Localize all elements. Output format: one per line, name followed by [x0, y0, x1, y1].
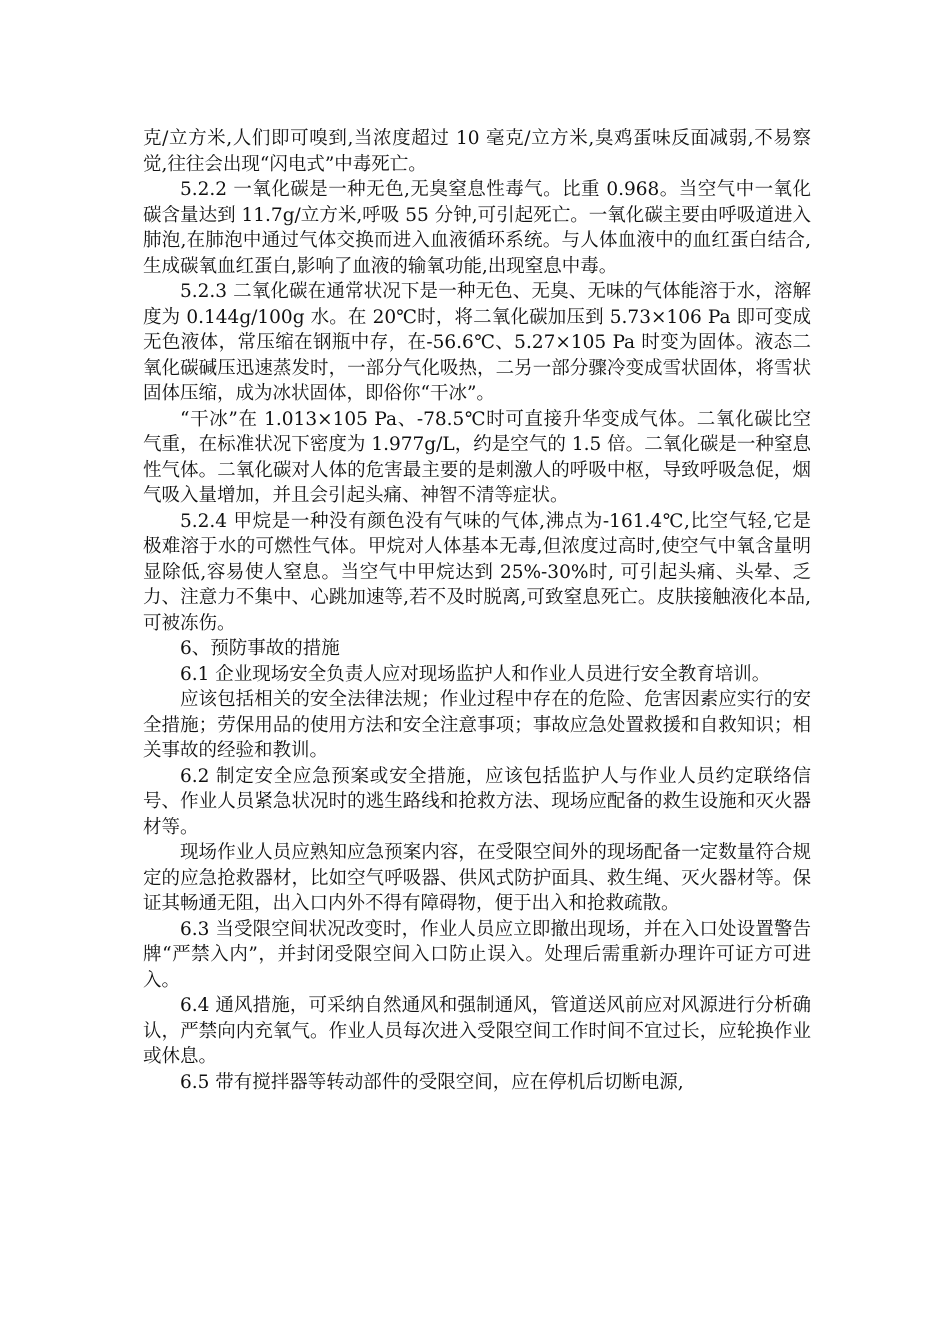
paragraph: 5.2.4 甲烷是一种没有颜色没有气味的气体,沸点为-161.4℃,比空气轻,它是极难溶于水的可燃性气体。甲烷对人体基本无毒,但浓度过高时,使空气中氧含量明显除低,容易使人窒息。当空气中甲烷达到 25%-30%时, 可引起头痛、头晕、乏力、注意力不集中、心跳加速等,若不及时脱离,可致窒息死亡。皮肤接触液化本品,可被冻伤。 [143, 510, 811, 634]
paragraph: 6.2 制定安全应急预案或安全措施，应该包括监护人与作业人员约定联络信号、作业人员紧急状况时的逃生路线和抢救方法、现场应配备的救生设施和灭火器材等。 [143, 765, 811, 838]
paragraph: 5.2.2 一氧化碳是一种无色,无臭窒息性毒气。比重 0.968。当空气中一氧化碳含量达到 11.7g/立方米,呼吸 55 分钟,可引起死亡。一氧化碳主要由呼吸道进入肺泡,在肺泡中通过气体交换而进入血液循环系统。与人体血液中的血红蛋白结合,生成碳氧血红蛋白,影响了血液的输氧功能,出现窒息中毒。 [143, 179, 811, 277]
paragraph: 克/立方米,人们即可嗅到,当浓度超过 10 毫克/立方米,臭鸡蛋味反面减弱,不易察觉,往往会出现“闪电式”中毒死亡。 [143, 128, 811, 175]
paragraph: 6.3 当受限空间状况改变时，作业人员应立即撤出现场，并在入口处设置警告牌“严禁入内”，并封闭受限空间入口防止误入。处理后需重新办理许可证方可进入。 [143, 918, 811, 991]
paragraph: 现场作业人员应熟知应急预案内容，在受限空间外的现场配备一定数量符合规定的应急抢救器材，比如空气呼吸器、供风式防护面具、救生绳、灭火器材等。保证其畅通无阻，出入口内外不得有障碍物，便于出入和抢救疏散。 [143, 842, 811, 914]
paragraph: “干冰”在 1.013×105 Pa、-78.5℃时可直接升华变成气体。二氧化碳比空气重，在标准状况下密度为 1.977g/L，约是空气的 1.5 倍。二氧化碳是一种窒息性气体。二氧化碳对人体的危害最主要的是刺激人的呼吸中枢，导致呼吸急促，烟气吸入量增加，并且会引起头痛、神智不清等症状。 [143, 408, 811, 506]
paragraph: 应该包括相关的安全法律法规；作业过程中存在的危险、危害因素应实行的安全措施；劳保用品的使用方法和安全注意事项；事故应急处置救援和自救知识；相关事故的经验和教训。 [143, 689, 811, 761]
paragraph: 6.1 企业现场安全负责人应对现场监护人和作业人员进行安全教育培训。 [180, 663, 771, 685]
document-body [143, 126, 811, 1095]
paragraph: 5.2.3 二氧化碳在通常状况下是一种无色、无臭、无味的气体能溶于水，溶解度为 0.144g/100g 水。在 20℃时，将二氧化碳加压到 5.73×106 Pa 即可变成无色液体，常压缩在钢瓶中存，在-56.6℃、5.27×105 Pa 时变为固体。液态二氧化碳碱压迅速蒸发时，一部分气化吸热，二另一部分骤冷变成雪状固体，将雪状固体压缩，成为冰状固体，即俗你“干冰”。 [143, 281, 811, 404]
paragraph: 6.4 通风措施，可采纳自然通风和强制通风，管道送风前应对风源进行分析确认，严禁向内充氧气。作业人员每次进入受限空间工作时间不宜过长，应轮换作业或休息。 [143, 995, 811, 1067]
paragraph: 6、预防事故的措施 [180, 638, 340, 659]
paragraph: 6.5 带有搅拌器等转动部件的受限空间，应在停机后切断电源, [180, 1071, 684, 1093]
